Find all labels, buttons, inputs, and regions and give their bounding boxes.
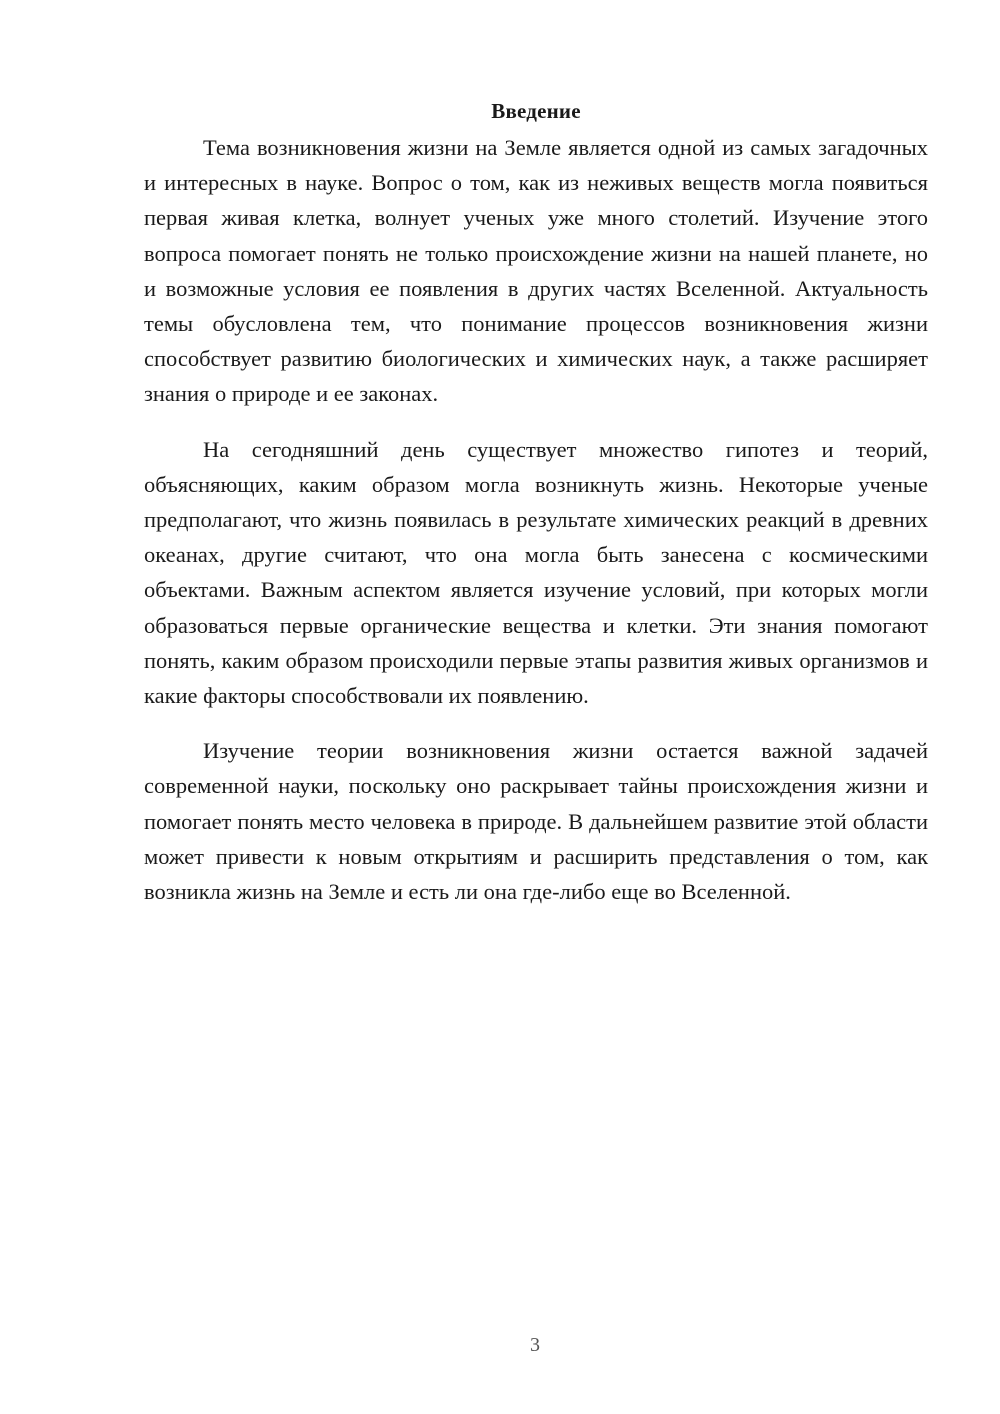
paragraph: Изучение теории возникновения жизни остается важной задачей современной науки, поскольку оно раскрывает тайны происхождения жизни и помогает понять место человека в природе. В дальнейшем развитие этой области может привести к новым открытиям и расширить представления о том, как возникла жизнь на Земле и есть ли она где-либо еще во Вселенной. [144, 738, 928, 905]
paragraph: На сегодняшний день существует множество гипотез и теорий, объясняющих, каким образом могла возникнуть жизнь. Некоторые ученые предполагают, что жизнь появилась в результате химических реакций в древних океанах, другие считают, что она могла быть занесена с космическими объектами. Важным аспектом является изучение условий, при которых могли образоваться первые органические вещества и клетки. Эти знания помогают понять, каким образом происходили первые этапы развития живых организмов и какие факторы способствовали их появлению. [144, 436, 928, 709]
page-number: 3 [530, 1334, 540, 1356]
page-content [144, 94, 928, 929]
section-title: Введение [491, 99, 581, 123]
paragraph: Тема возникновения жизни на Земле является одной из самых загадочных и интересных в науке. Вопрос о том, как из неживых веществ могла появиться первая живая клетка, волнует ученых уже много столетий. Изучение этого вопроса помогает понять не только происхождение жизни на нашей планете, но и возможные условия ее появления в других частях Вселенной. Актуальность темы обусловлена тем, что понимание процессов возникновения жизни способствует развитию биологических и химических наук, а также расширяет знания о природе и ее законах. [144, 135, 928, 407]
